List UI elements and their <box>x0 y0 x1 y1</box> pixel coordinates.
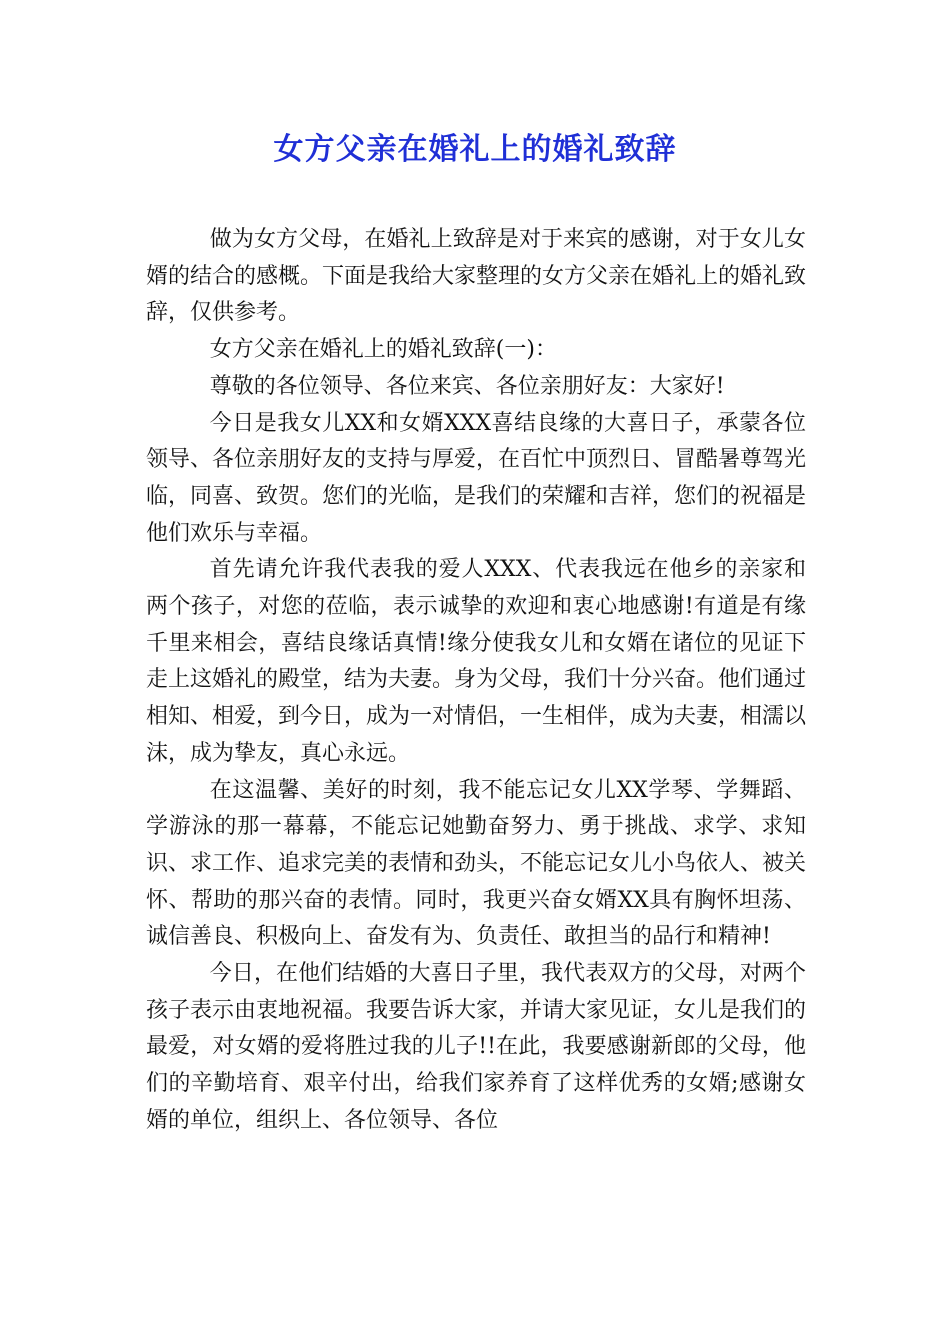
paragraph-section-heading: 女方父亲在婚礼上的婚礼致辞(一)： <box>209 337 557 363</box>
paragraph-welcome: 首先请允许我代表我的爱人XXX、代表我远在他乡的亲家和两个孩子，对您的莅临，表示诚挚的欢迎和衷心地感谢!有道是有缘千里来相会，喜结良缘话真情!缘分使我女儿和女婿在诸位的见证下走上这婚礼的殿堂，结为夫妻。身为父母，我们十分兴奋。他们通过相知、相爱，到今日，成为一对情侣，一生相伴，成为夫妻，相濡以沫，成为挚友，真心永远。 <box>146 557 807 766</box>
paragraph-intro: 做为女方父母，在婚礼上致辞是对于来宾的感谢，对于女儿女婿的结合的感概。下面是我给大家整理的女方父亲在婚礼上的婚礼致辞，仅供参考。 <box>146 227 807 326</box>
paragraph-greeting: 尊敬的各位领导、各位来宾、各位亲朋好友：大家好! <box>209 373 725 399</box>
document-title: 女方父亲在婚礼上的婚礼致辞 <box>273 132 677 167</box>
paragraph-blessing: 今日，在他们结婚的大喜日子里，我代表双方的父母，对两个孩子表示由衷地祝福。我要告诉大家，并请大家见证，女儿是我们的最爱，对女婿的爱将胜过我的儿子!!在此，我要感谢新郎的父母，他们的辛勤培育、艰辛付出，给我们家养育了这样优秀的女婿;感谢女婿的单位，组织上、各位领导、各位 <box>146 961 807 1133</box>
document-body <box>146 222 806 1140</box>
paragraph-thanks: 今日是我女儿XX和女婿XXX喜结良缘的大喜日子，承蒙各位领导、各位亲朋好友的支持与厚爱，在百忙中顶烈日、冒酷暑尊驾光临，同喜、致贺。您们的光临，是我们的荣耀和吉祥，您们的祝福是他们欢乐与幸福。 <box>146 410 807 546</box>
paragraph-memories: 在这温馨、美好的时刻，我不能忘记女儿XX学琴、学舞蹈、学游泳的那一幕幕，不能忘记她勤奋努力、勇于挑战、求学、求知识、求工作、追求完美的表情和劲头，不能忘记女儿小鸟依人、被关怀、帮助的那兴奋的表情。同时，我更兴奋女婿XX具有胸怀坦荡、诚信善良、积极向上、奋发有为、负责任、敢担当的品行和精神! <box>146 777 807 950</box>
